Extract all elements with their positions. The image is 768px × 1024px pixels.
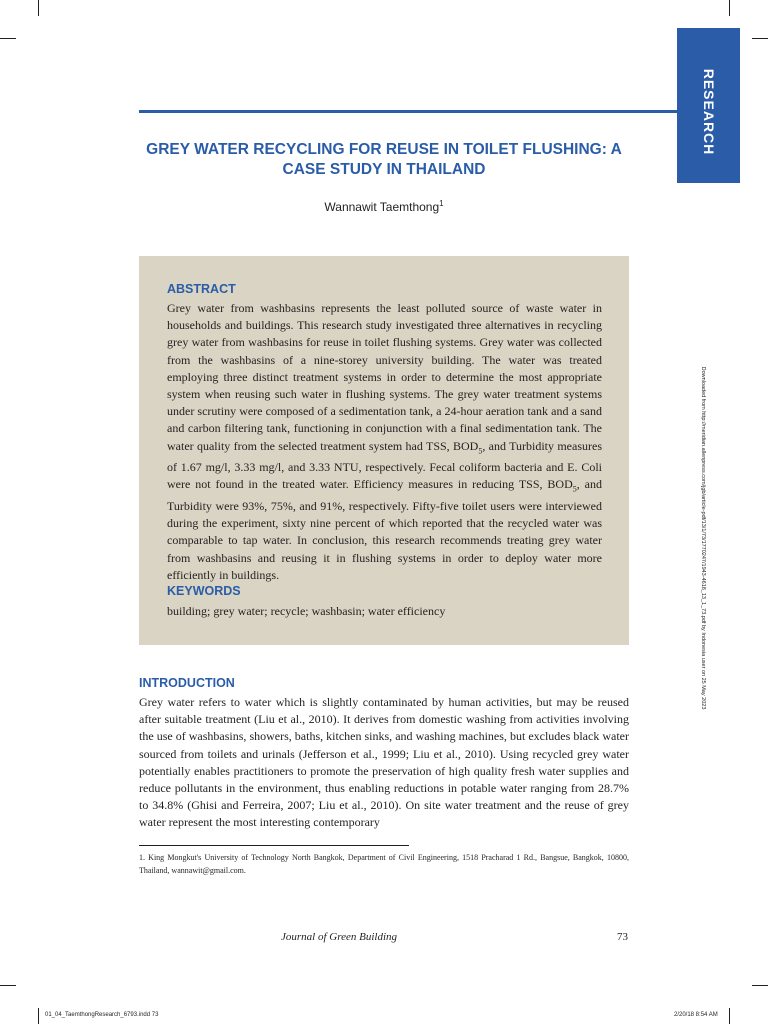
download-note: Downloaded from http://meridian.allenpress.com/jgb/article-pdf/13/1/73/1770247/1943-4618_13_1_73.pdf by Indonesia user on 25 May 2023 <box>700 366 706 710</box>
bod-subscript-2: 5 <box>572 484 577 494</box>
footnote: 1. King Mongkut's University of Technology North Bangkok, Department of Civil Engineering, 1518 Pracharad 1 Rd., Bangsue, Bangkok, 10800, Thailand, wannawit@gmail.com. <box>139 853 629 875</box>
section-tab-label: RESEARCH <box>701 68 717 156</box>
crop-mark-top-left-h <box>0 38 16 39</box>
footnote-rule <box>139 845 409 846</box>
crop-mark-top-right <box>729 0 730 16</box>
crop-mark-top-left <box>38 0 39 16</box>
abstract-text-part-3: , and Turbidity were 93%, 75%, and 91%, respectively. Fifty-five toilet users were interviewed during the experiment, sixty nine percent of which reported that the recycled water was comparable to tap water. In conclusion, this research recommends treating grey water from washbasins and reusing it in flushing systems in order to deploy water more efficiently in buildings. <box>167 477 603 582</box>
print-slug-file: 01_04_TaemthongResearch_6793.indd 73 <box>45 1012 159 1018</box>
print-slug-date: 2/20/18 8:54 AM <box>674 1012 718 1018</box>
bod-subscript-1: 5 <box>478 446 483 456</box>
page-number: 73 <box>617 931 628 943</box>
abstract-heading: ABSTRACT <box>167 282 236 296</box>
abstract-text-part-1: Grey water from washbasins represents the least polluted source of waste water in households and buildings. This research study investigated three alternatives in recycling grey water from washbasins for reuse in toilet flushing systems. Grey water was collected from the washbasins of a nine-storey university building. The water was treated employing three distinct treatment systems in order to determine the most appropriate system when reusing such water in flushing systems. The grey water treatment systems under scrutiny were composed of a sedimentation tank, a 24-hour aeration tank and a sand and carbon filtering tank, functioning in conjunction with a final sedimentation tank. The water quality from the selected treatment system had TSS, BOD <box>167 301 602 453</box>
crop-mark-bottom-right <box>729 1008 730 1024</box>
keywords-heading: KEYWORDS <box>167 584 241 598</box>
crop-mark-bottom-left <box>38 1008 39 1024</box>
author-line <box>139 199 629 214</box>
introduction-heading: INTRODUCTION <box>139 676 235 690</box>
crop-mark-bottom-right-h <box>752 985 768 986</box>
title-rule <box>139 110 679 113</box>
crop-mark-bottom-left-h <box>0 985 16 986</box>
abstract-text-part-2: , and Turbidity measures of 1.67 mg/l, 3.33 mg/l, and 3.33 NTU, respectively. Fecal coliform bacteria and E. Coli were not found in the treated water. Efficiency measures in reducing TSS, BOD <box>167 438 602 492</box>
keywords-text: building; grey water; recycle; washbasin; water efficiency <box>167 604 446 618</box>
author-affil-mark: 1 <box>439 199 444 208</box>
journal-name: Journal of Green Building <box>281 931 397 943</box>
author-name: Wannawit Taemthong <box>324 200 440 214</box>
crop-mark-top-right-h <box>752 38 768 39</box>
abstract-text <box>167 300 602 584</box>
paper-title: GREY WATER RECYCLING FOR REUSE IN TOILET FLUSHING: A CASE STUDY IN THAILAND <box>146 141 622 178</box>
introduction-text: Grey water refers to water which is slightly contaminated by human activities, but may be reused after suitable treatment (Liu et al., 2010). It derives from domestic washing from activities involving the use of washbasins, showers, baths, kitchen sinks, and washing machines, but excludes black water sourced from toilets and urinals (Jefferson et al., 1999; Liu et al., 2010). Using recycled grey water potentially enables practitioners to promote the preservation of high quality fresh water supplies and reduce pollutants in the environment, thus enabling reductions in potable water ranging from 28.7% to 34.8% (Ghisi and Ferreira, 2007; Liu et al., 2010). On site water treatment and the reuse of grey water represent the most interesting contemporary <box>139 695 629 830</box>
